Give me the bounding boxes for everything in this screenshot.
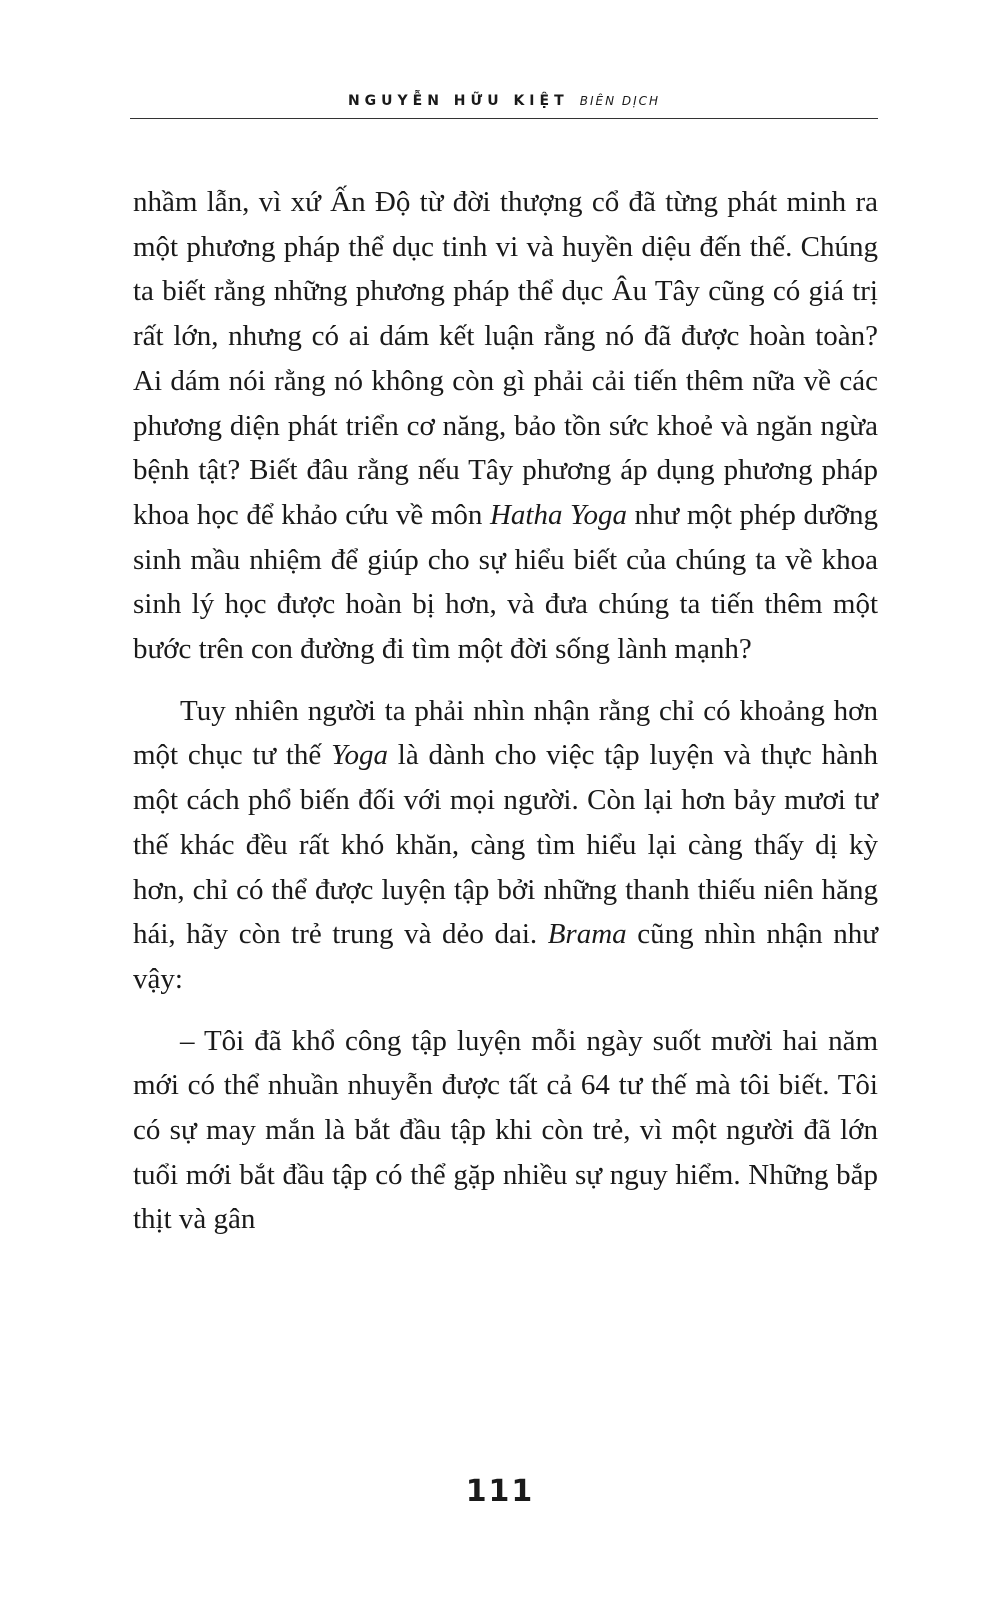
paragraph-2-text-b: là dành cho việc tập luyện và thực hành một cách phổ biến đối với mọi người. Còn lại hơn bảy mươi tư thế khác đều rất khó khăn, càng tìm hiểu lại càng thấy dị kỳ hơn, chỉ có thể được luyện tập bởi những thanh thiếu niên hăng hái, hãy còn trẻ trung và dẻo dai. [133,739,878,951]
paragraph-2-italic-yoga: Yoga [331,739,389,772]
paragraph-1-text-b: như một phép dưỡng sinh mầu nhiệm để giúp cho sự hiểu biết của chúng ta về khoa sinh lý học được hoàn bị hơn, và đưa chúng ta tiến thêm một bước trên con đường đi tìm một đời sống lành mạnh? [133,498,878,666]
header-role: BIÊN DỊCH [579,94,661,108]
running-header [130,90,878,111]
body-text [133,180,878,1242]
page-number: 111 [465,1474,535,1509]
paragraph-3 [133,1019,878,1243]
paragraph-2 [133,689,878,1002]
paragraph-1-italic-hatha-yoga: Hatha Yoga [489,498,627,531]
paragraph-1 [133,180,878,672]
paragraph-3-text: – Tôi đã khổ công tập luyện mỗi ngày suốt mười hai năm mới có thể nhuần nhuyễn được tất cả 64 tư thế mà tôi biết. Tôi có sự may mắn là bắt đầu tập khi còn trẻ, vì một người đã lớn tuổi mới bắt đầu tập có thể gặp nhiều sự nguy hiểm. Những bắp thịt và gân [133,1024,878,1236]
paragraph-2-text-c: cũng nhìn nhận như vậy: [133,918,878,995]
header-author: NGUYỄN HỮU KIỆT [347,93,569,109]
paragraph-2-text-a: Tuy nhiên người ta phải nhìn nhận rằng chỉ có khoảng hơn một chục tư thế [133,694,878,772]
paragraph-2-italic-brama: Brama [547,918,627,951]
header-divider [130,118,878,119]
paragraph-1-text-a: nhầm lẫn, vì xứ Ấn Độ từ đời thượng cổ đã từng phát minh ra một phương pháp thể dục tinh vi và huyền diệu đến thế. Chúng ta biết rằng những phương pháp thể dục Âu Tây cũng có giá trị rất lớn, nhưng có ai dám kết luận rằng nó đã được hoàn toàn? Ai dám nói rằng nó không còn gì phải cải tiến thêm nữa về các phương diện phát triển cơ năng, bảo tồn sức khoẻ và ngăn ngừa bệnh tật? Biết đâu rằng nếu Tây phương áp dụng phương pháp khoa học để khảo cứu về môn [133,186,878,531]
